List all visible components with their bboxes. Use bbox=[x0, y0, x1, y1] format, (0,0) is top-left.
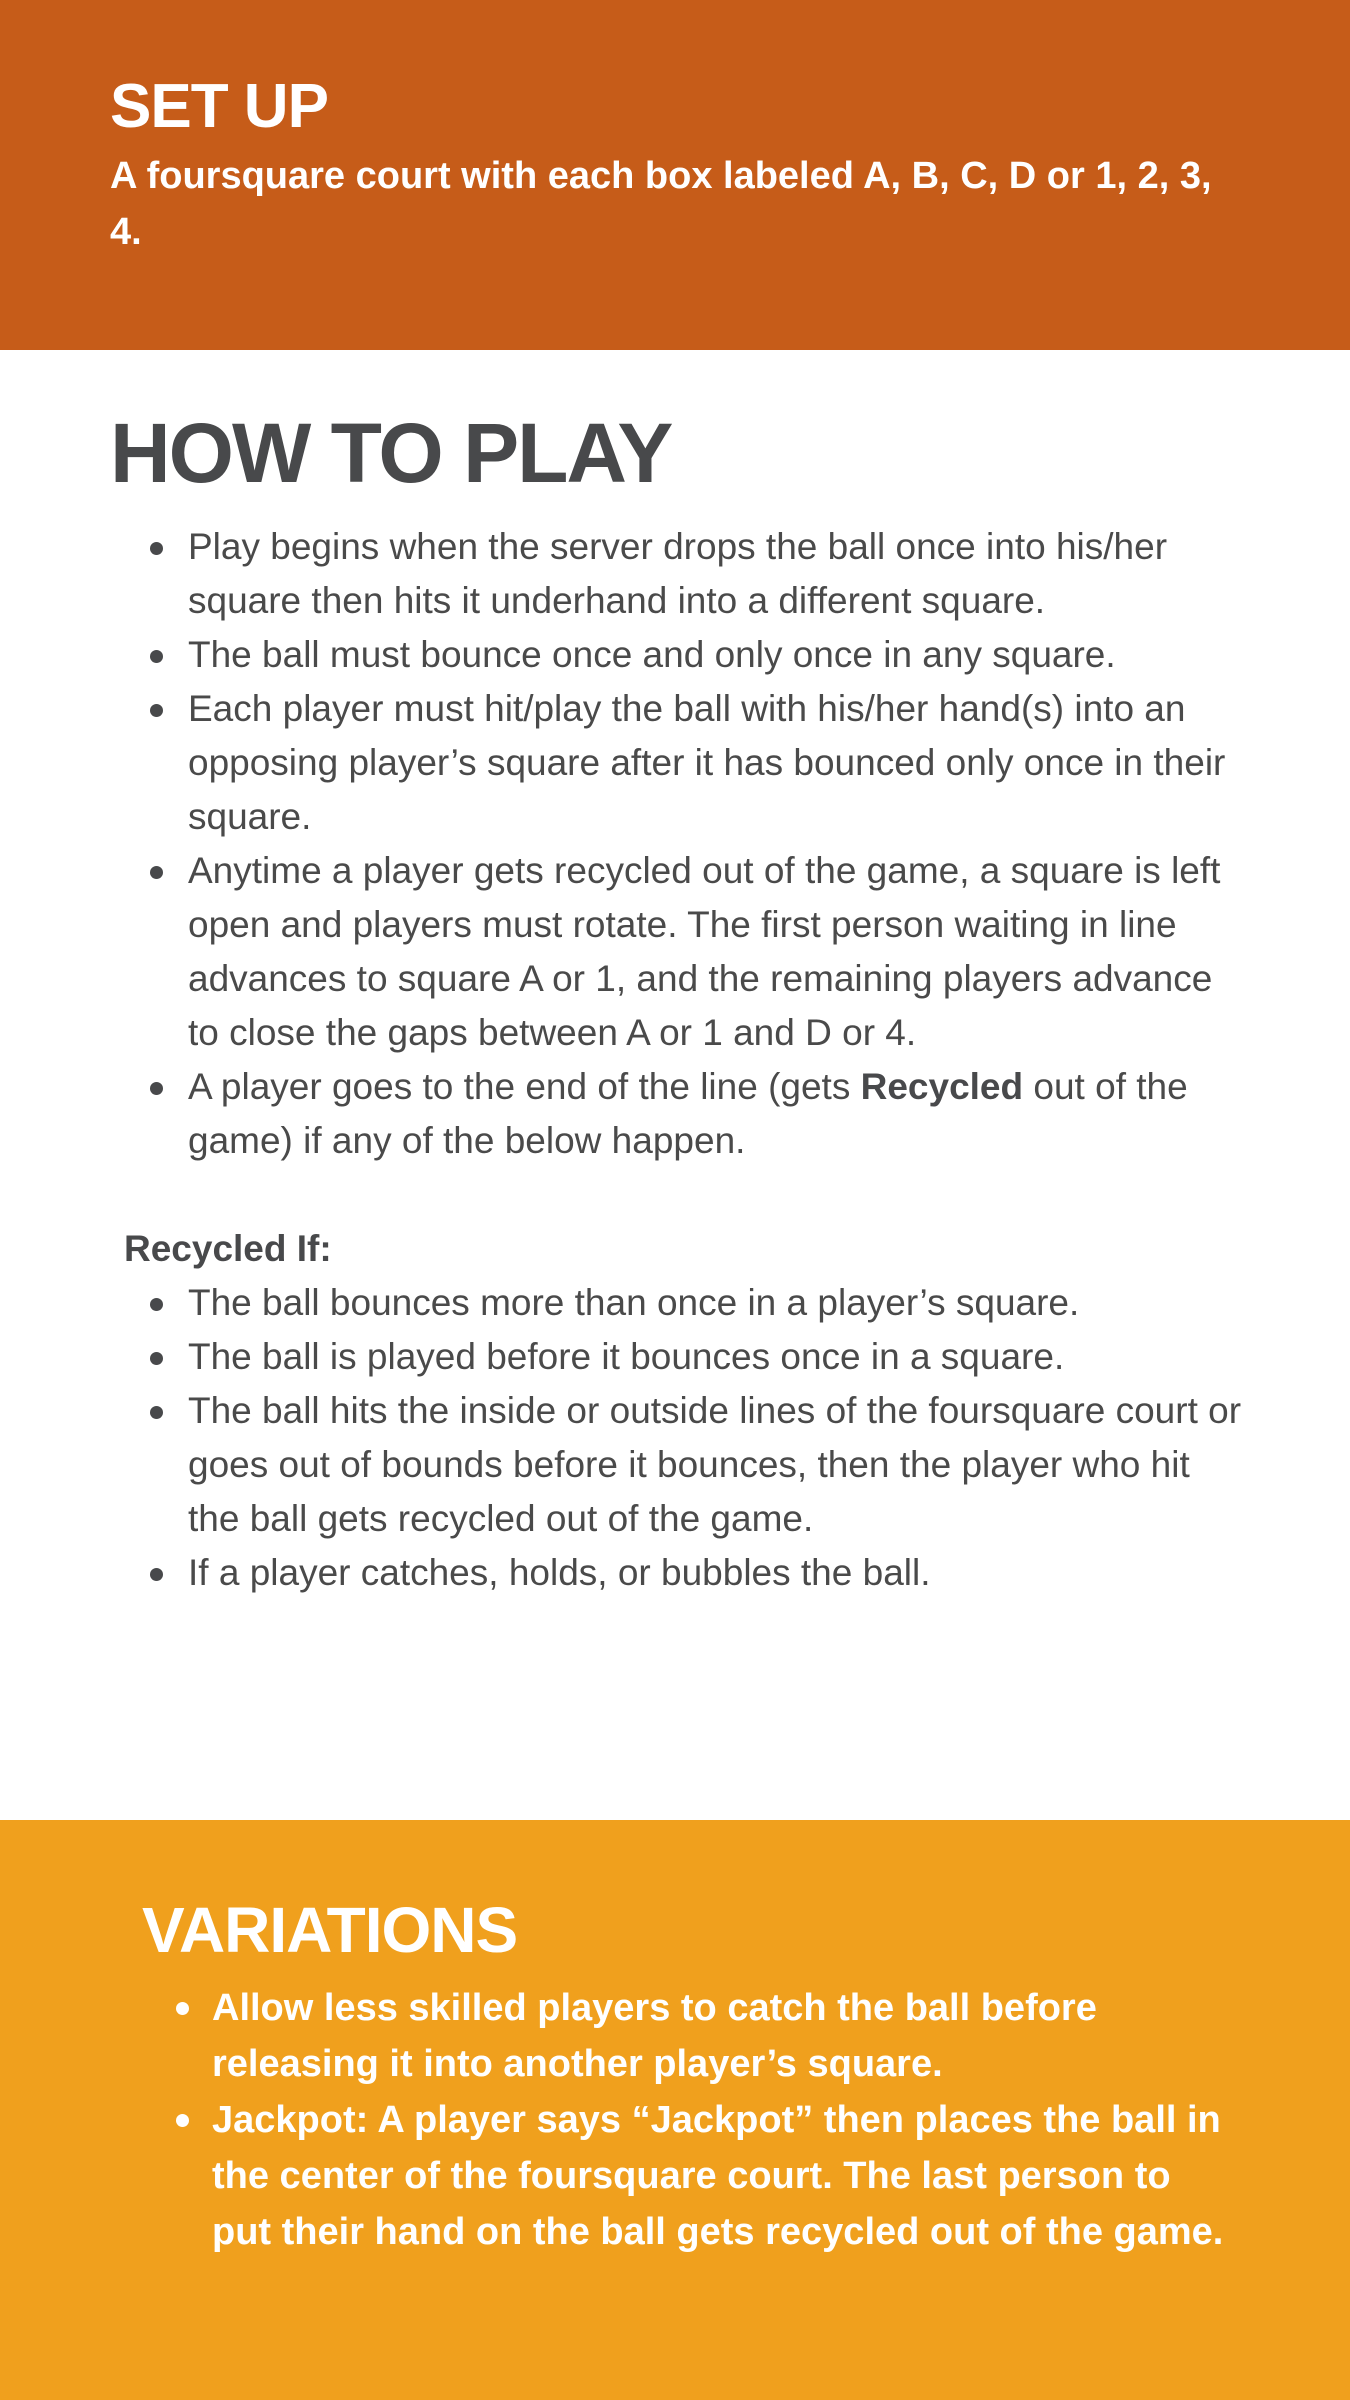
variation-item: Allow less skilled players to catch the ball before releasing it into another player’s square. bbox=[212, 1980, 1240, 2092]
recycled-list bbox=[110, 1276, 1250, 1600]
rule-item: Play begins when the server drops the ball once into his/her square then hits it underhand into a different square. bbox=[188, 520, 1250, 628]
variation-item: Jackpot: A player says “Jackpot” then places the ball in the center of the foursquare court. The last person to put their hand on the ball gets recycled out of the game. bbox=[212, 2092, 1240, 2260]
variations-section bbox=[0, 1820, 1350, 2400]
rule-item: Anytime a player gets recycled out of the game, a square is left open and players must rotate. The first person waiting in line advances to square A or 1, and the remaining players advance to close the gaps between A or 1 and D or 4. bbox=[188, 844, 1250, 1060]
how-to-play-section bbox=[0, 350, 1350, 1820]
recycled-item: The ball is played before it bounces once in a square. bbox=[188, 1330, 1250, 1384]
rule-item: The ball must bounce once and only once in any square. bbox=[188, 628, 1250, 682]
rule-text-after: out of the game) if any of the below happen. bbox=[188, 1066, 1188, 1161]
rule-text-before: A player goes to the end of the line (gets bbox=[188, 1066, 861, 1107]
setup-section bbox=[0, 0, 1350, 350]
rules-list bbox=[110, 520, 1250, 1168]
variations-list bbox=[142, 1980, 1240, 2260]
recycled-item: The ball hits the inside or outside lines of the foursquare court or goes out of bounds before it bounces, then the player who hit the ball gets recycled out of the game. bbox=[188, 1384, 1250, 1546]
recycled-item: The ball bounces more than once in a player’s square. bbox=[188, 1276, 1250, 1330]
recycled-emphasis: Recycled bbox=[860, 1066, 1024, 1107]
how-to-play-title: HOW TO PLAY bbox=[110, 406, 672, 500]
rule-item-recycled bbox=[188, 1060, 1250, 1168]
setup-title: SET UP bbox=[110, 72, 328, 141]
setup-description: A foursquare court with each box labeled A, B, C, D or 1, 2, 3, 4. bbox=[110, 155, 1212, 253]
recycled-if-heading: Recycled If: bbox=[124, 1228, 332, 1269]
rule-item: Each player must hit/play the ball with his/her hand(s) into an opposing player’s square after it has bounced only once in their square. bbox=[188, 682, 1250, 844]
variations-title: VARIATIONS bbox=[142, 1894, 518, 1966]
recycled-item: If a player catches, holds, or bubbles the ball. bbox=[188, 1546, 1250, 1600]
